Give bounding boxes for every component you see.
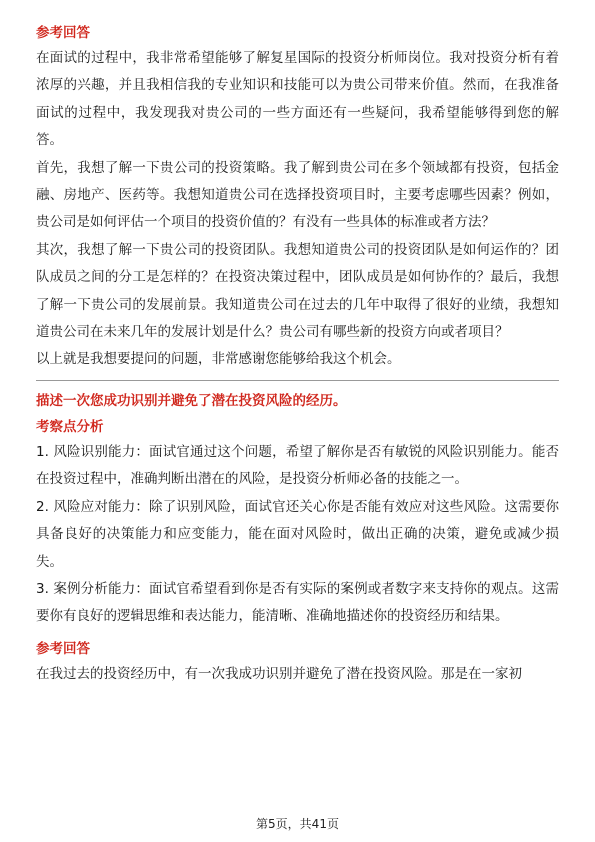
reference-answer-heading: 参考回答 (36, 640, 90, 657)
answer-paragraph: 在面试的过程中，我非常希望能够了解复星国际的投资分析师岗位。我对投资分析有着浓厚的兴趣，并且我相信我的专业知识和技能可以为贵公司带来价值。然而，在我准备面试的过程中，我发现我对贵公司的一些方面还有一些疑问，我希望能够得到您的解答。 (36, 50, 559, 149)
interview-question: 描述一次您成功识别并避免了潜在投资风险的经历。 (36, 392, 347, 409)
section-divider (36, 380, 559, 381)
analysis-paragraph: 1. 风险识别能力：面试官通过这个问题，希望了解你是否有敏锐的风险识别能力。能否在投资过程中，准确判断出潜在的风险，是投资分析师必备的技能之一。 (36, 443, 559, 488)
answer-paragraph: 其次，我想了解一下贵公司的投资团队。我想知道贵公司的投资团队是如何运作的？团队成员之间的分工是怎样的？在投资决策过程中，团队成员是如何协作的？最后，我想了解一下贵公司的发展前景。我知道贵公司在过去的几年中取得了很好的业绩，我想知道贵公司在未来几年的发展计划是什么？贵公司有哪些新的投资方向或者项目？ (36, 241, 559, 341)
answer-paragraph: 首先，我想了解一下贵公司的投资策略。我了解到贵公司在多个领域都有投资，包括金融、房地产、医药等。我想知道贵公司在选择投资项目时，主要考虑哪些因素？例如，贵公司是如何评估一个项目的投资价值的？有没有一些具体的标准或者方法？ (36, 159, 559, 231)
analysis-paragraph: 2. 风险应对能力：除了识别风险，面试官还关心你是否能有效应对这些风险。这需要你具备良好的决策能力和应变能力，能在面对风险时，做出正确的决策，避免或减少损失。 (36, 498, 559, 570)
analysis-paragraph: 3. 案例分析能力：面试官希望看到你是否有实际的案例或者数字来支持你的观点。这需要你有良好的逻辑思维和表达能力，能清晰、准确地描述你的投资经历和结果。 (36, 580, 559, 625)
page-number: 第5页，共41页 (256, 817, 339, 831)
reference-answer-heading: 参考回答 (36, 25, 90, 41)
analysis-heading: 考察点分析 (36, 418, 104, 435)
answer-paragraph: 以上就是我想要提问的问题，非常感谢您能够给我这个机会。 (36, 351, 401, 368)
answer-paragraph: 在我过去的投资经历中，有一次我成功识别并避免了潜在投资风险。那是在一家初 (36, 665, 522, 682)
